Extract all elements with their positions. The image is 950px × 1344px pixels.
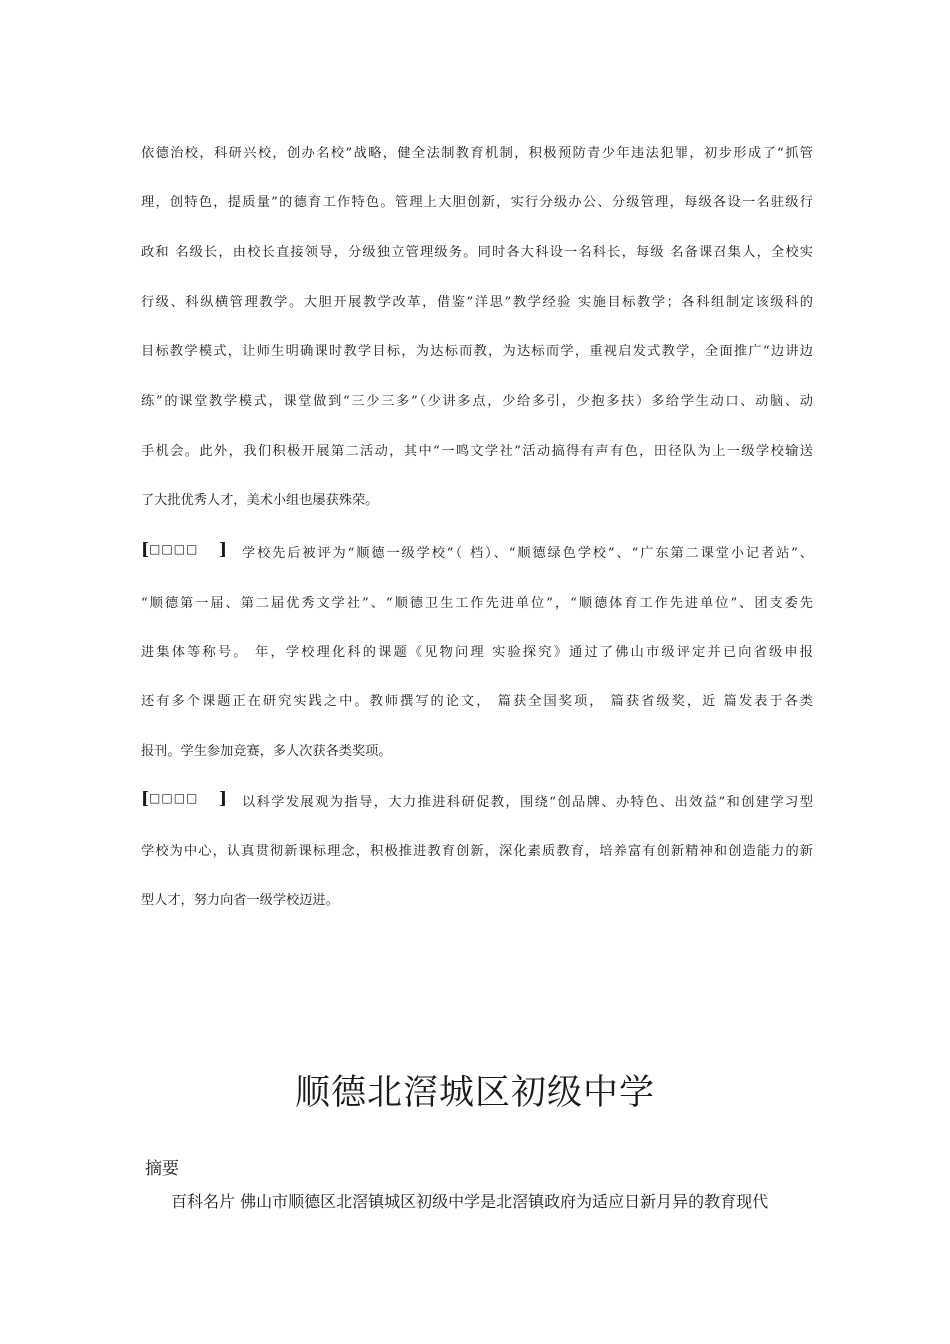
section-label [141, 539, 227, 561]
paragraph-line: 了大批优秀人才，美术小组也屡获殊荣。 [141, 493, 379, 508]
paragraph-line: 政和 名级长，由校长直接领导，分级独立管理级务。同时各大科设一名科长，每级 名备课召集人，全校实 [141, 245, 813, 260]
paragraph-line: 以科学发展观为指导，大力推进科研促教，围绕“创品牌、办特色、出效益”和创建学习型 [242, 795, 813, 810]
paragraph-line: 还有多个课题正在研究实践之中。教师撰写的论文， 篇获全国奖项， 篇获省级奖，近 篇发表于各类 [141, 694, 813, 709]
paragraph-line: 目标教学模式，让师生明确课时教学目标，为达标而教，为达标而学，重视启发式教学，全面推广“边讲边 [141, 344, 813, 359]
section-label [141, 788, 227, 810]
paragraph-line: 进集体等称号。 年，学校理化科的课题《见物问理 实验探究》通过了佛山市级评定并已向省级申报 [141, 645, 813, 660]
paragraph-line: “顺德第一届、第二届优秀文学社”、“顺德卫生工作先进单位”，“顺德体育工作先进单位”、团支委先 [141, 596, 813, 611]
paragraph-line: 练”的课堂教学模式，课堂做到“三少三多”（少讲多点，少给多引，少抱多扶）多给学生动口、动脑、动 [141, 394, 813, 409]
section-label-text: □□□□ [149, 791, 199, 805]
paragraph-line: 行级、科纵横管理教学。大胆开展教学改革，借鉴”洋思”教学经验 实施目标教学；各科组制定该级科的 [141, 295, 813, 310]
section-label-text: □□□□ [149, 542, 199, 556]
abstract-heading: 摘要 [145, 1159, 179, 1179]
right-bracket: ] [219, 540, 228, 560]
paragraph-line: 型人才，努力向省一级学校迈进。 [141, 893, 339, 908]
left-bracket: [ [141, 789, 150, 809]
paragraph-line: 理，创特色，提质量”的德育工作特色。管理上大胆创新，实行分级办公、分级管理，每级各设一名驻级行 [141, 195, 813, 210]
paragraph-line: 报刊。学生参加竞赛，多人次获各类奖项。 [141, 744, 392, 759]
left-bracket: [ [141, 540, 150, 560]
paragraph-line: 学校先后被评为“顺德一级学校”（ 档）、“顺德绿色学校”、“广东第二课堂小记者站”、 [242, 546, 813, 561]
document-title: 顺德北滘城区初级中学 [294, 1073, 655, 1113]
paragraph-line: 学校为中心，认真贯彻新课标理念，积极推进教育创新，深化素质教育，培养富有创新精神和创造能力的新 [141, 844, 813, 859]
paragraph-line: 手机会。此外，我们积极开展第二活动，其中“一鸣文学社”活动搞得有声有色，田径队为上一级学校输送 [141, 444, 813, 459]
abstract-text: 百科名片 佛山市顺德区北滘镇城区初级中学是北滘镇政府为适应日新月异的教育现代 [171, 1192, 769, 1211]
right-bracket: ] [219, 789, 228, 809]
paragraph-line: 依德治校，科研兴校，创办名校”战略，健全法制教育机制，积极预防青少年违法犯罪，初步形成了“抓管 [141, 146, 813, 161]
